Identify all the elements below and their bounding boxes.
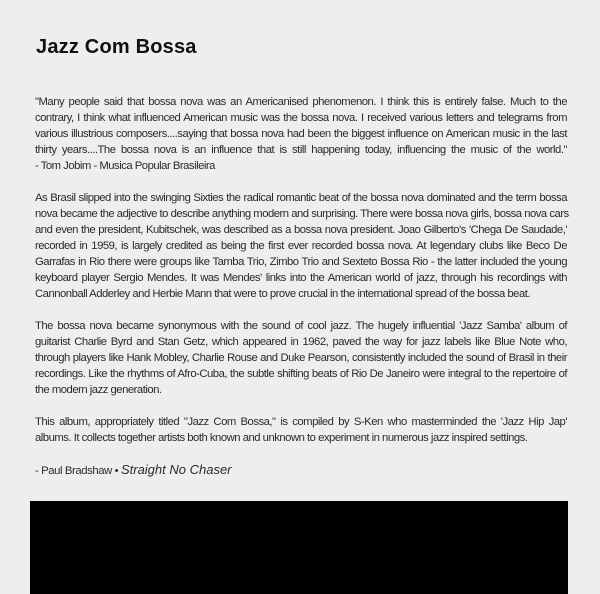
page-title: Jazz Com Bossa [36,36,197,58]
text-line: nova became the adjective to describe anything modern and surprising. There were bossa nova girls, bossa nova cars [35,208,569,220]
paragraph [35,190,567,302]
text-line: through players like Hank Mobley, Charlie Rouse and Duke Pearson, consistently included the sound of Brasil in their [35,352,567,364]
text-line: This album, appropriately titled "Jazz Com Bossa," is compiled by S-Ken who masterminded the 'Jazz Hip Jap' [35,416,567,428]
signature-publication: Straight No Chaser [120,462,232,477]
paragraph [35,318,567,398]
text-line: guitarist Charlie Byrd and Stan Getz, which appeared in 1962, paved the way for jazz labels like Blue Note who, [35,336,567,348]
text-line: As Brasil slipped into the swinging Sixties the radical romantic beat of the bossa nova dominated and the term bossa [35,192,567,204]
text-line: The bossa nova became synonymous with the sound of cool jazz. The hugely influential 'Jazz Samba' album of [35,320,567,332]
text-line: the modern jazz generation. [35,384,162,396]
text-line: albums. It collects together artists both known and unknown to experiment in numerous jazz inspired settings. [35,432,528,444]
text-line: keyboard player Sergio Mendes. It was Mendes' links into the American world of jazz, through his recordings with [35,272,567,284]
text-line: Cannonball Adderley and Herbie Mann that were to prove crucial in the international spread of the bossa beat. [35,288,530,300]
text-line: recorded in 1959, is largely credited as being the first ever recorded bossa nova. At legendary clubs like Beco De [35,240,567,252]
text-line: "Many people said that bossa nova was an Americanised phenomenon. I think this is entirely false. Much to the [35,96,567,108]
black-panel [30,501,568,594]
text-line: - Tom Jobim - Musica Popular Brasileira [35,160,215,172]
text-line: contrary, I think what influenced American music was the bossa nova. I received various letters and telegrams from [35,112,567,124]
text-line: and even the president, Kubitschek, was described as a bossa nova president. Joao Gilberto's 'Chega De Saudade,' [35,224,567,236]
paragraphs [35,94,567,446]
paragraph [35,94,567,174]
signature [35,462,567,479]
signature-separator: • [114,465,119,477]
text-line: recordings. Like the rhythms of Afro-Cuba, the subtle shifting beats of Rio De Janeiro were integral to the repertoire of [35,368,567,380]
text-line: various illustrious composers....saying that bossa nova had been the biggest influence on American music in the last [35,128,567,140]
paragraph [35,414,567,446]
article-body [35,94,567,479]
signature-author: - Paul Bradshaw [35,465,112,477]
text-line: thirty years....The bossa nova is an influence that is still happening today, influencing the music of the world." [35,144,567,156]
text-line: Garrafas in Rio there were groups like Tamba Trio, Zimbo Trio and Sexteto Bossa Rio - the latter included the young [35,256,567,268]
